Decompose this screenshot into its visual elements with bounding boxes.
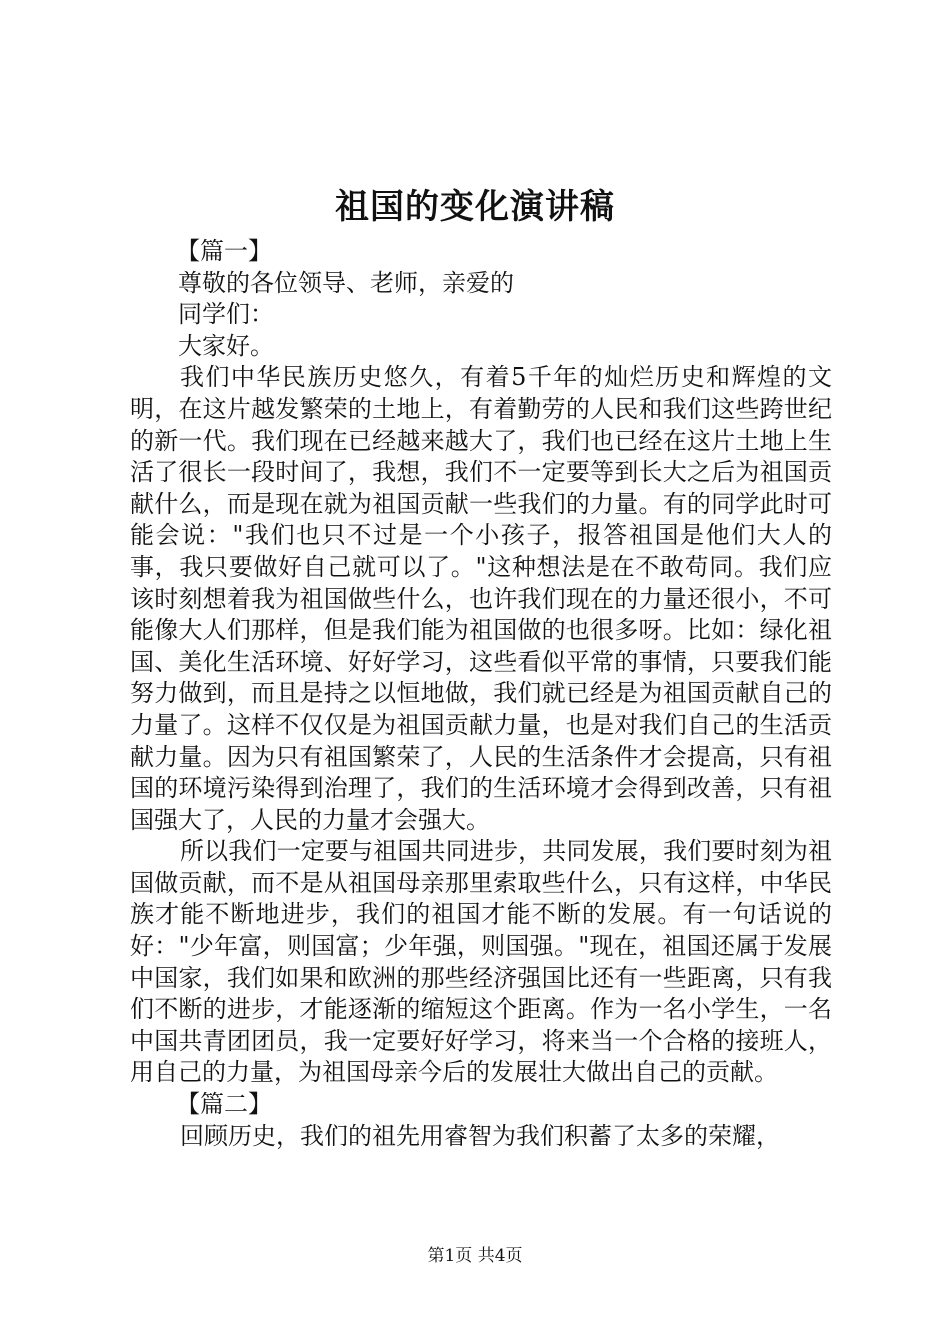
greeting-line: 大家好。	[178, 331, 274, 360]
salutation-line: 尊敬的各位领导、老师，亲爱的	[178, 268, 514, 297]
body-paragraph: 所以我们一定要与祖国共同进步，共同发展，我们要时刻为祖国做贡献，而不是从祖国母亲那里索取些什么，只有这样，中华民族才能不断地进步，我们的祖国才能不断的发展。有一句话说的好："少年富，则国富；少年强，则国强。"现在，祖国还属于发展中国家，我们如果和欧洲的那些经济强国比还有一些距离，只有我们不断的进步，才能逐渐的缩短这个距离。作为一名小学生，一名中国共青团团员，我一定要好好学习，将来当一个合格的接班人，用自己的力量，为祖国母亲今后的发展壮大做出自己的贡献。	[130, 837, 832, 1087]
page-title: 祖国的变化演讲稿	[335, 187, 615, 227]
section-heading: 【篇一】	[176, 237, 272, 265]
document-body	[130, 236, 832, 1152]
body-paragraph: 我们中华民族历史悠久，有着5千年的灿烂历史和辉煌的文明，在这片越发繁荣的土地上，有着勤劳的人民和我们这些跨世纪的新一代。我们现在已经越来越大了，我们也已经在这片土地上生活了很长一段时间了，我想，我们不一定要等到长大之后为祖国贡献什么，而是现在就为祖国贡献一些我们的力量。有的同学此时可能会说："我们也只不过是一个小孩子，报答祖国是他们大人的事，我只要做好自己就可以了。"这种想法是在不敢苟同。我们应该时刻想着我为祖国做些什么，也许我们现在的力量还很小，不可能像大人们那样，但是我们能为祖国做的也很多呀。比如：绿化祖国、美化生活环境、好好学习，这些看似平常的事情，只要我们能努力做到，而且是持之以恒地做，我们就已经是为祖国贡献自己的力量了。这样不仅仅是为祖国贡献力量，也是对我们自己的生活贡献力量。因为只有祖国繁荣了，人民的生活条件才会提高，只有祖国的环境污染得到治理了，我们的生活环境才会得到改善，只有祖国强大了，人民的力量才会强大。	[130, 363, 832, 834]
salutation-line: 同学们：	[178, 300, 274, 329]
section-heading: 【篇二】	[176, 1090, 272, 1119]
page-footer: 第1页 共4页	[427, 1246, 523, 1266]
body-paragraph: 回顾历史，我们的祖先用睿智为我们积蓄了太多的荣耀，	[180, 1121, 780, 1150]
